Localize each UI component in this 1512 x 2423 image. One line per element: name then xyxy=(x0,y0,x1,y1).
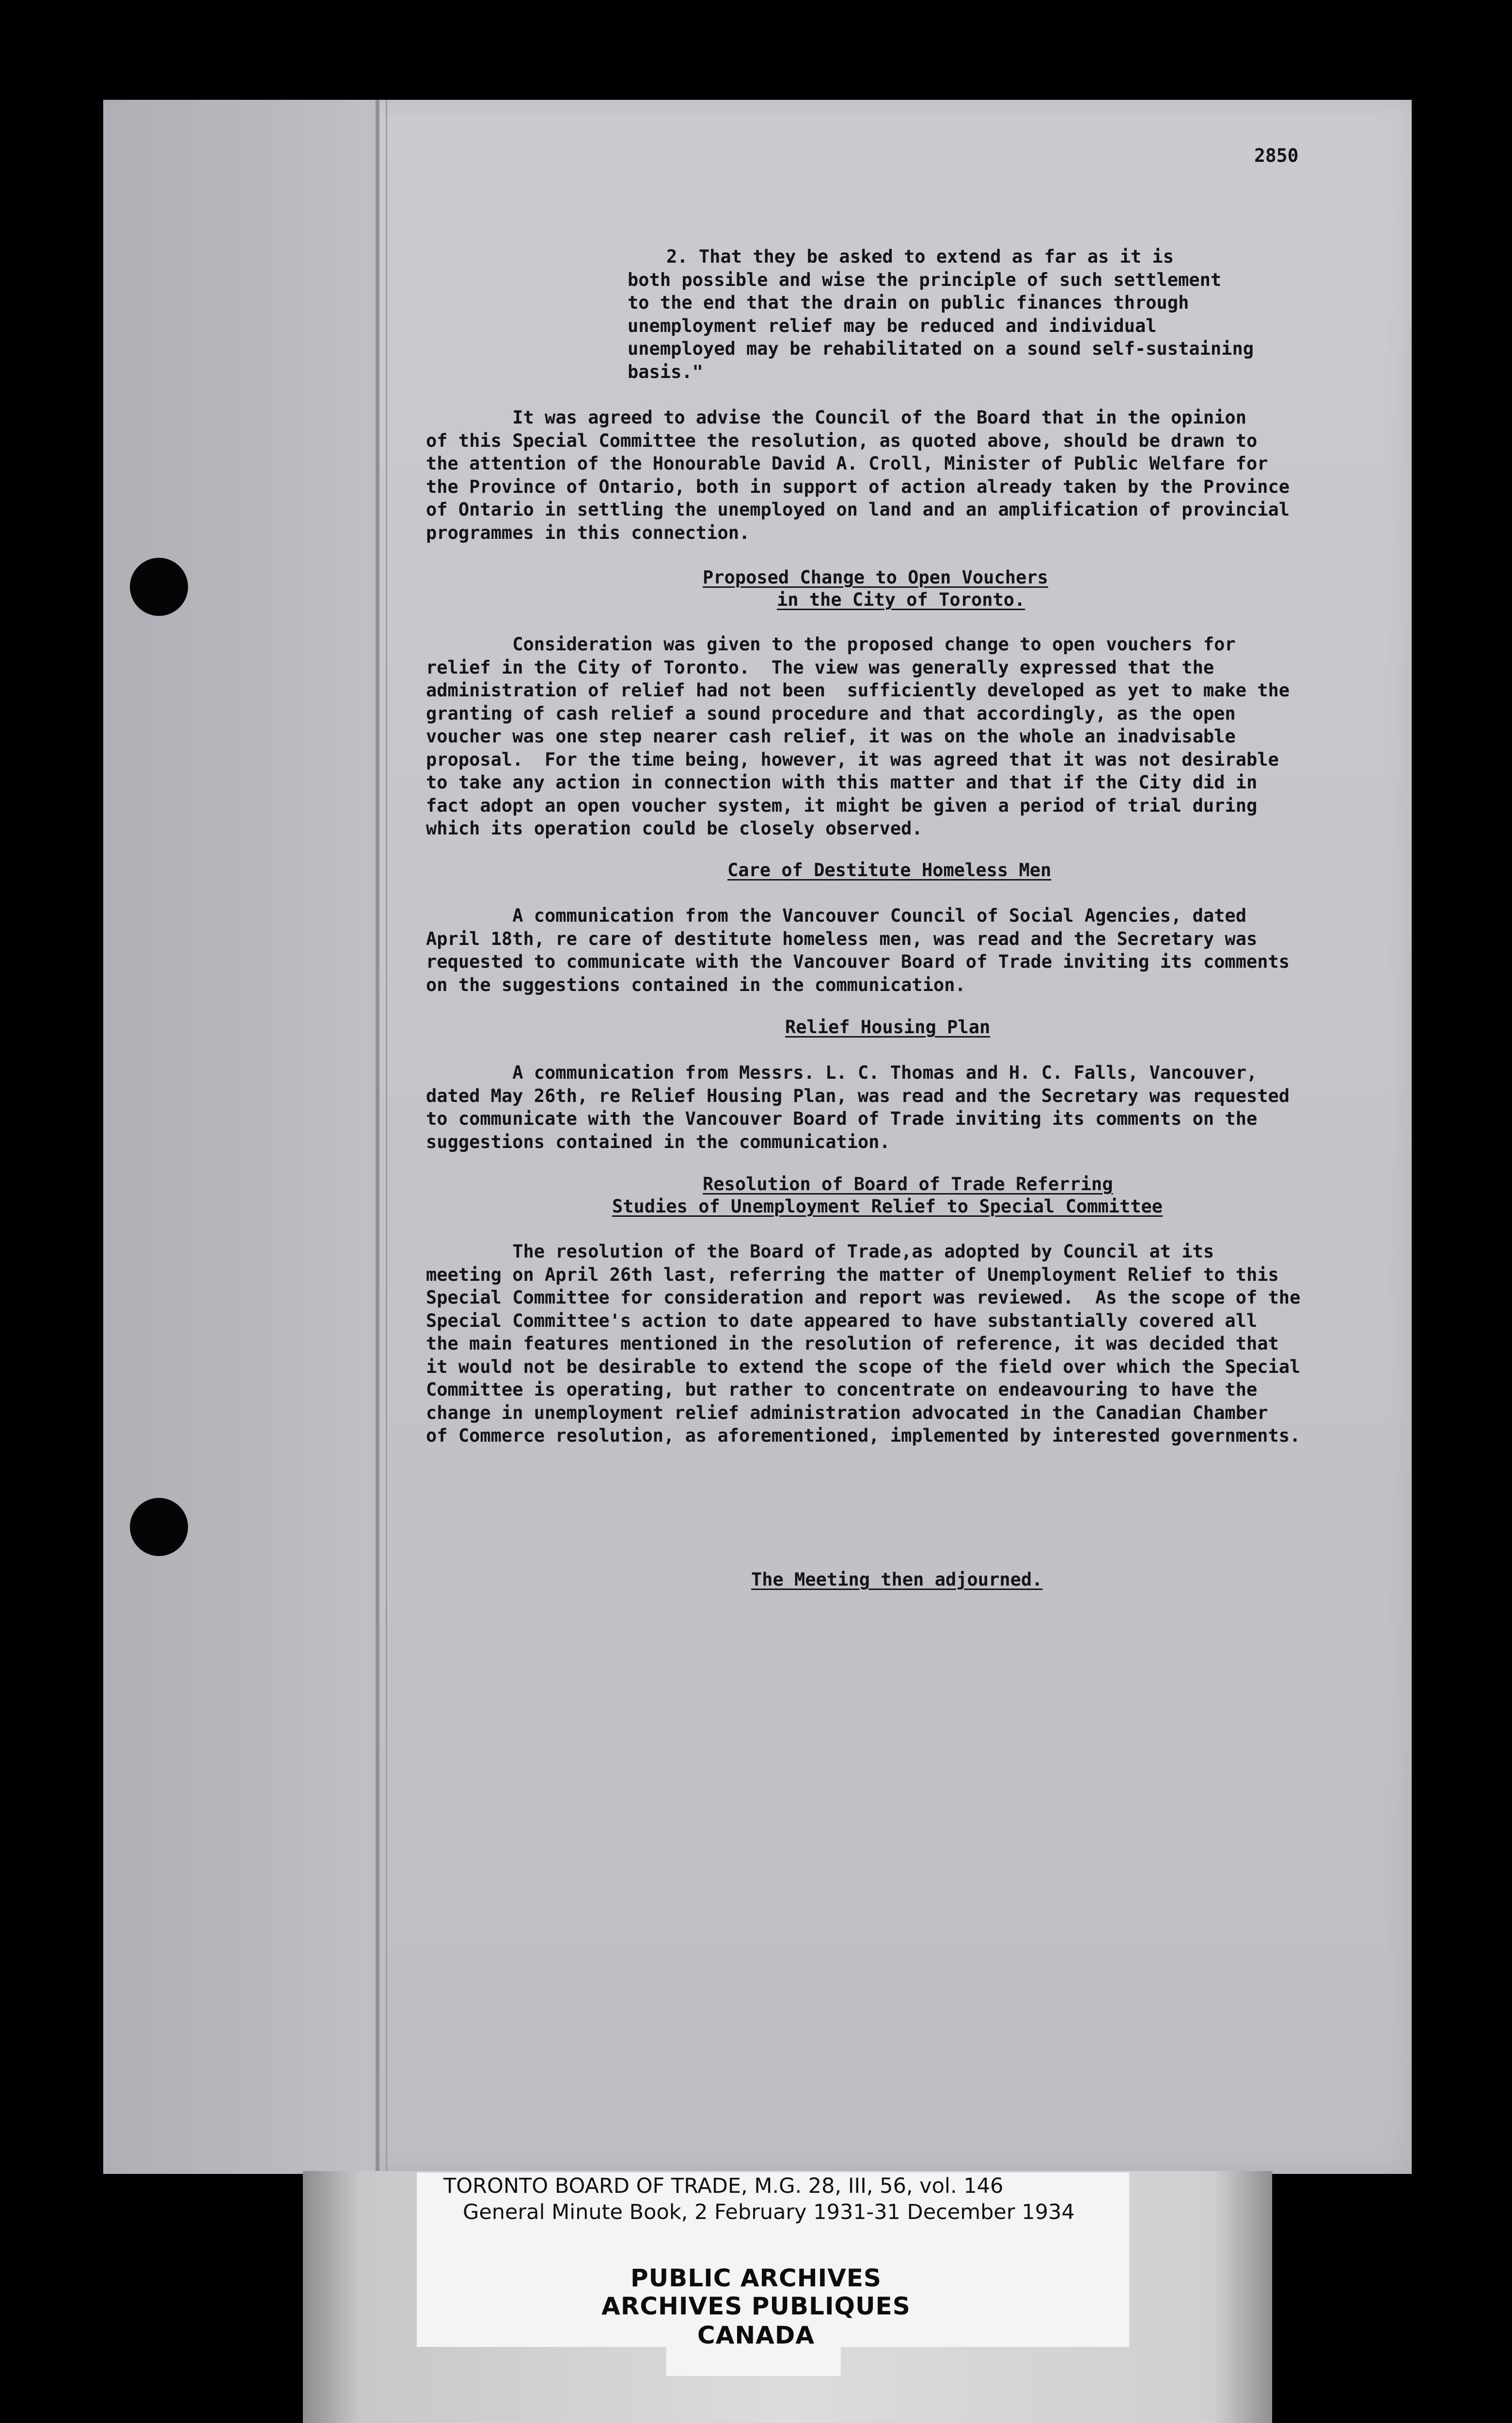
paragraph-line: to communicate with the Vancouver Board of Trade inviting its comments on the xyxy=(426,1108,1258,1129)
paragraph-line: proposal. For the time being, however, it was agreed that it was not desirable xyxy=(426,749,1279,770)
paragraph-relief-housing-plan xyxy=(426,1061,1290,1153)
archive-stamp-line3: CANADA xyxy=(697,2321,815,2349)
heading-open-vouchers: Proposed Change to Open Vouchers xyxy=(703,567,1048,588)
paragraph-line: It was agreed to advise the Council of the Board that in the opinion xyxy=(426,407,1246,428)
clause-line: unemployed may be rehabilitated on a sound self-sustaining xyxy=(628,338,1254,359)
punch-hole-bottom xyxy=(130,1498,188,1556)
meeting-adjourned: The Meeting then adjourned. xyxy=(751,1569,1043,1590)
clause-line: 2. That they be asked to extend as far as it is xyxy=(666,246,1174,267)
paragraph-line: it would not be desirable to extend the scope of the field over which the Special xyxy=(426,1356,1301,1377)
paragraph-line: meeting on April 26th last, referring the matter of Unemployment Relief to this xyxy=(426,1264,1279,1285)
paragraph-line: of Ontario in settling the unemployed on land and an amplification of provincial xyxy=(426,499,1290,520)
paragraph-line: of this Special Committee the resolution, as quoted above, should be drawn to xyxy=(426,430,1258,451)
paragraph-open-vouchers xyxy=(426,633,1290,840)
paragraph-line: suggestions contained in the communication. xyxy=(426,1131,890,1152)
paragraph-line: which its operation could be closely observed. xyxy=(426,818,923,839)
punch-hole-top xyxy=(130,558,188,616)
heading-resolution-board-of-trade: Resolution of Board of Trade Referring xyxy=(703,1174,1113,1195)
paragraph-destitute-homeless-men xyxy=(426,904,1290,996)
heading-resolution-board-of-trade-line2: Studies of Unemployment Relief to Special Committee xyxy=(612,1196,1163,1217)
paragraph-line: of Commerce resolution, as aforementioned, implemented by interested governments. xyxy=(426,1425,1301,1446)
paragraph-line: The resolution of the Board of Trade,as adopted by Council at its xyxy=(426,1241,1214,1262)
clause-line: unemployment relief may be reduced and individual xyxy=(628,315,1157,336)
paragraph-line: A communication from the Vancouver Council of Social Agencies, dated xyxy=(426,905,1246,926)
paragraph-line: fact adopt an open voucher system, it might be given a period of trial during xyxy=(426,795,1258,816)
paragraph-line: change in unemployment relief administration advocated in the Canadian Chamber xyxy=(426,1402,1268,1423)
archive-label-card xyxy=(417,2172,1129,2347)
paragraph-line: on the suggestions contained in the communication. xyxy=(426,974,966,995)
heading-destitute-homeless-men: Care of Destitute Homeless Men xyxy=(727,860,1052,881)
paragraph-line: Committee is operating, but rather to concentrate on endeavouring to have the xyxy=(426,1379,1258,1400)
clause-line: basis." xyxy=(628,361,703,382)
heading-open-vouchers-line2: in the City of Toronto. xyxy=(777,589,1025,610)
margin-rule-line-thin xyxy=(386,100,387,2174)
paragraph-line: relief in the City of Toronto. The view was generally expressed that the xyxy=(426,657,1214,678)
document-page xyxy=(103,100,1412,2174)
paragraph-line: to take any action in connection with this matter and that if the City did in xyxy=(426,772,1258,793)
page-number: 2850 xyxy=(1254,145,1299,166)
paragraph-line: administration of relief had not been sufficiently developed as yet to make the xyxy=(426,680,1290,701)
paragraph-line: April 18th, re care of destitute homeless men, was read and the Secretary was xyxy=(426,928,1258,949)
paragraph-line: the Province of Ontario, both in support of action already taken by the Province xyxy=(426,476,1290,497)
paragraph-line: granting of cash relief a sound procedure and that accordingly, as the open xyxy=(426,703,1236,724)
paragraph-line: voucher was one step nearer cash relief, it was on the whole an inadvisable xyxy=(426,726,1236,747)
paragraph-line: Consideration was given to the proposed change to open vouchers for xyxy=(426,634,1236,655)
paragraph-croll xyxy=(426,406,1290,544)
paragraph-line: programmes in this connection. xyxy=(426,522,750,543)
paragraph-line: the main features mentioned in the resolution of reference, it was decided that xyxy=(426,1333,1279,1354)
archive-reference-line2: General Minute Book, 2 February 1931-31 December 1934 xyxy=(463,2200,1075,2224)
clause-line: to the end that the drain on public finances through xyxy=(628,292,1189,313)
paragraph-line: dated May 26th, re Relief Housing Plan, was read and the Secretary was requested xyxy=(426,1085,1290,1106)
margin-rule-line xyxy=(376,100,379,2174)
clause-line: both possible and wise the principle of such settlement xyxy=(628,269,1222,290)
archive-stamp-bar xyxy=(666,2347,841,2376)
paragraph-line: A communication from Messrs. L. C. Thomas and H. C. Falls, Vancouver, xyxy=(426,1062,1258,1083)
paragraph-resolution-board-of-trade xyxy=(426,1240,1300,1448)
paragraph-line: Special Committee's action to date appeared to have substantially covered all xyxy=(426,1310,1258,1331)
archive-stamp-line2: ARCHIVES PUBLIQUES xyxy=(601,2292,911,2320)
paragraph-line: the attention of the Honourable David A. Croll, Minister of Public Welfare for xyxy=(426,453,1268,474)
heading-relief-housing-plan: Relief Housing Plan xyxy=(785,1017,991,1038)
paragraph-line: Special Committee for consideration and report was reviewed. As the scope of the xyxy=(426,1287,1301,1308)
paragraph-line: requested to communicate with the Vancouver Board of Trade inviting its comments xyxy=(426,951,1290,972)
archive-reference-line1: TORONTO BOARD OF TRADE, M.G. 28, III, 56, vol. 146 xyxy=(443,2174,1004,2198)
clause-2 xyxy=(628,245,1254,383)
archive-stamp-line1: PUBLIC ARCHIVES xyxy=(630,2264,882,2292)
left-margin-strip xyxy=(103,100,379,2174)
